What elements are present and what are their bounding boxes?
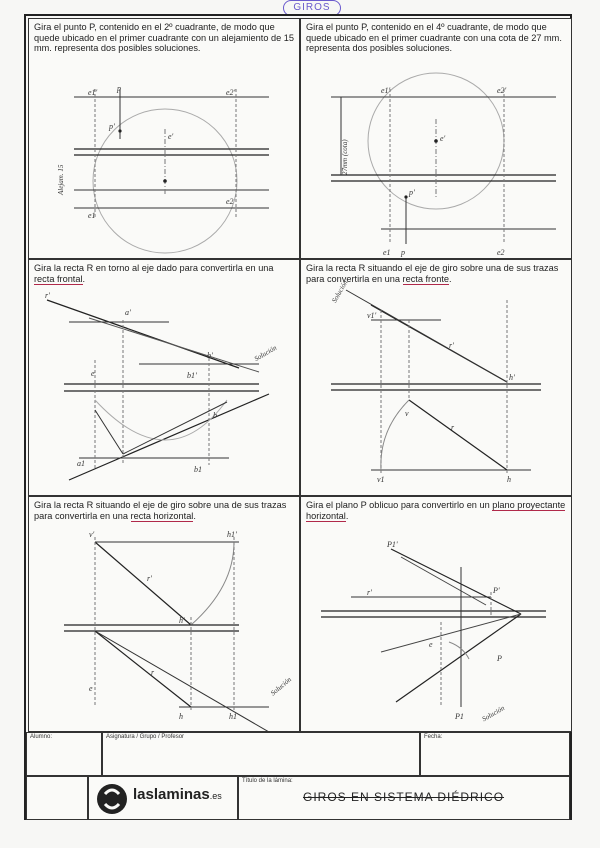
line-r [69,394,269,480]
label-v: v [405,409,409,418]
trace-extra [381,614,521,652]
label-v1: v1 [377,475,385,484]
rotation-arc [191,542,234,625]
line-r [409,400,507,470]
trace-p-prime [401,557,486,605]
blank-cell [26,776,88,820]
label-b1p: b1' [187,371,197,380]
label-h-prime: h' [509,373,515,382]
sheet-title-cell [238,776,570,820]
label-p: P [497,654,502,663]
label-ep: e' [168,132,174,141]
exercise-panel-1 [28,18,300,259]
label-p: p [117,84,121,93]
label-e2p: e2' [226,88,236,97]
brand-name: laslaminas.es [133,786,222,803]
segment-2 [123,402,227,454]
exercise-5-statement: Gira la recta R situando el eje de giro sobre una de sus trazas para convertirla en una recta horizontal. [34,500,287,521]
worksheet [24,14,572,820]
curso-label: Asignatura / Grupo / Profesor [106,734,185,740]
label-p-prime: P' [493,586,500,595]
exercise-panel-4 [300,259,572,496]
label-p1-prime: P1' [387,540,398,549]
label-r-prime: r' [147,574,152,583]
label-h1: h1 [229,712,237,721]
label-h1p: h1' [227,530,237,539]
label-cota: 27mm (cota) [341,139,349,175]
label-p1: P1 [455,712,464,721]
label-solucion: Solución [252,343,279,363]
line-r-prime [95,542,191,625]
exercise-6-drawing [301,497,572,732]
label-r: r' [45,291,50,300]
point-e [163,179,167,183]
trace-p1-prime [391,549,521,614]
exercise-5-drawing [29,497,300,732]
label-e: e [89,684,93,693]
rotation-arc [449,642,469,659]
label-v1p: v1' [367,311,377,320]
exercise-panel-5 [28,496,300,732]
label-v: v' [89,530,95,539]
label-e: e [429,640,433,649]
label-h: h [507,475,511,484]
label-pp: p' [109,122,115,131]
label-e2: e2 [497,248,505,257]
label-r-prime: r' [367,588,372,597]
label-p: p [401,248,405,257]
point-e [434,139,438,143]
handwritten-title: GIROS [283,0,341,16]
label-alejamiento: Alejam. 15 [57,164,65,195]
label-solucion: Solución [480,704,507,724]
exercise-panel-2 [300,18,572,259]
sheet-title: GIROS EN SISTEMA DIÉDRICO [303,790,505,804]
exercise-6-statement: Gira el plano P oblicuo para convertirlo en un plano proyectante horizontal. [306,500,566,521]
trace-p [396,614,521,702]
label-b1: b1 [194,465,202,474]
brand-logo-icon [95,782,129,816]
exercise-3-statement: Gira la recta R en torno al eje dado para convertirla en una recta frontal. [34,263,274,284]
alumno-cell [26,732,102,776]
label-e1p: e1' [381,86,391,95]
point-pp [404,195,407,198]
brand-cell [88,776,238,820]
titulo-label: Título de la lámina: [242,778,293,784]
curso-cell [102,732,420,776]
label-bp: b' [207,351,213,360]
label-solucion: Solución [269,675,294,698]
label-e1p: e1' [88,88,98,97]
label-solucion: Solución [330,278,350,305]
alumno-label: Alumno: [30,734,53,740]
label-e2: e2 [226,197,234,206]
line-solution [346,290,507,382]
exercise-3-drawing [29,260,300,496]
exercise-1-drawing [29,19,300,259]
segment-1 [95,410,123,454]
exercise-panel-6 [300,496,572,732]
label-e1: e1 [383,248,391,257]
point-p [118,129,121,132]
exercise-2-drawing [301,19,572,259]
label-r: r [451,423,455,432]
exercise-1-statement: Gira el punto P, contenido en el 2º cuadrante, de modo que quede ubicado en el primer cuadrante con un alejamiento de 15 mm. representa dos posibles soluciones. [34,22,294,54]
label-e: e [91,369,95,378]
exercise-4-statement: Gira la recta R situando el eje de giro sobre una de sus trazas para convertirla en una recta fronte. [306,263,559,284]
line-r [95,631,191,707]
label-r-prime: r' [449,341,454,350]
label-r: r [151,668,155,677]
label-b: b [213,411,217,420]
label-h-prime: h' [179,616,185,625]
label-e1: e1 [88,211,96,220]
exercise-panel-3 [28,259,300,496]
fecha-label: Fecha: [424,734,443,740]
label-h: h [179,712,183,721]
label-pp: p' [409,188,415,197]
fecha-cell [420,732,570,776]
exercise-4-drawing [301,260,572,496]
label-a1: a1 [77,459,85,468]
label-ep: e' [440,134,446,143]
label-a: a' [125,308,131,317]
exercise-2-statement: Gira el punto P, contenido en el 4º cuadrante, de modo que quede ubicado en el primer cuadrante con una cota de 27 mm. representa dos posibles soluciones. [306,22,562,54]
label-e2p: e2' [497,86,507,95]
